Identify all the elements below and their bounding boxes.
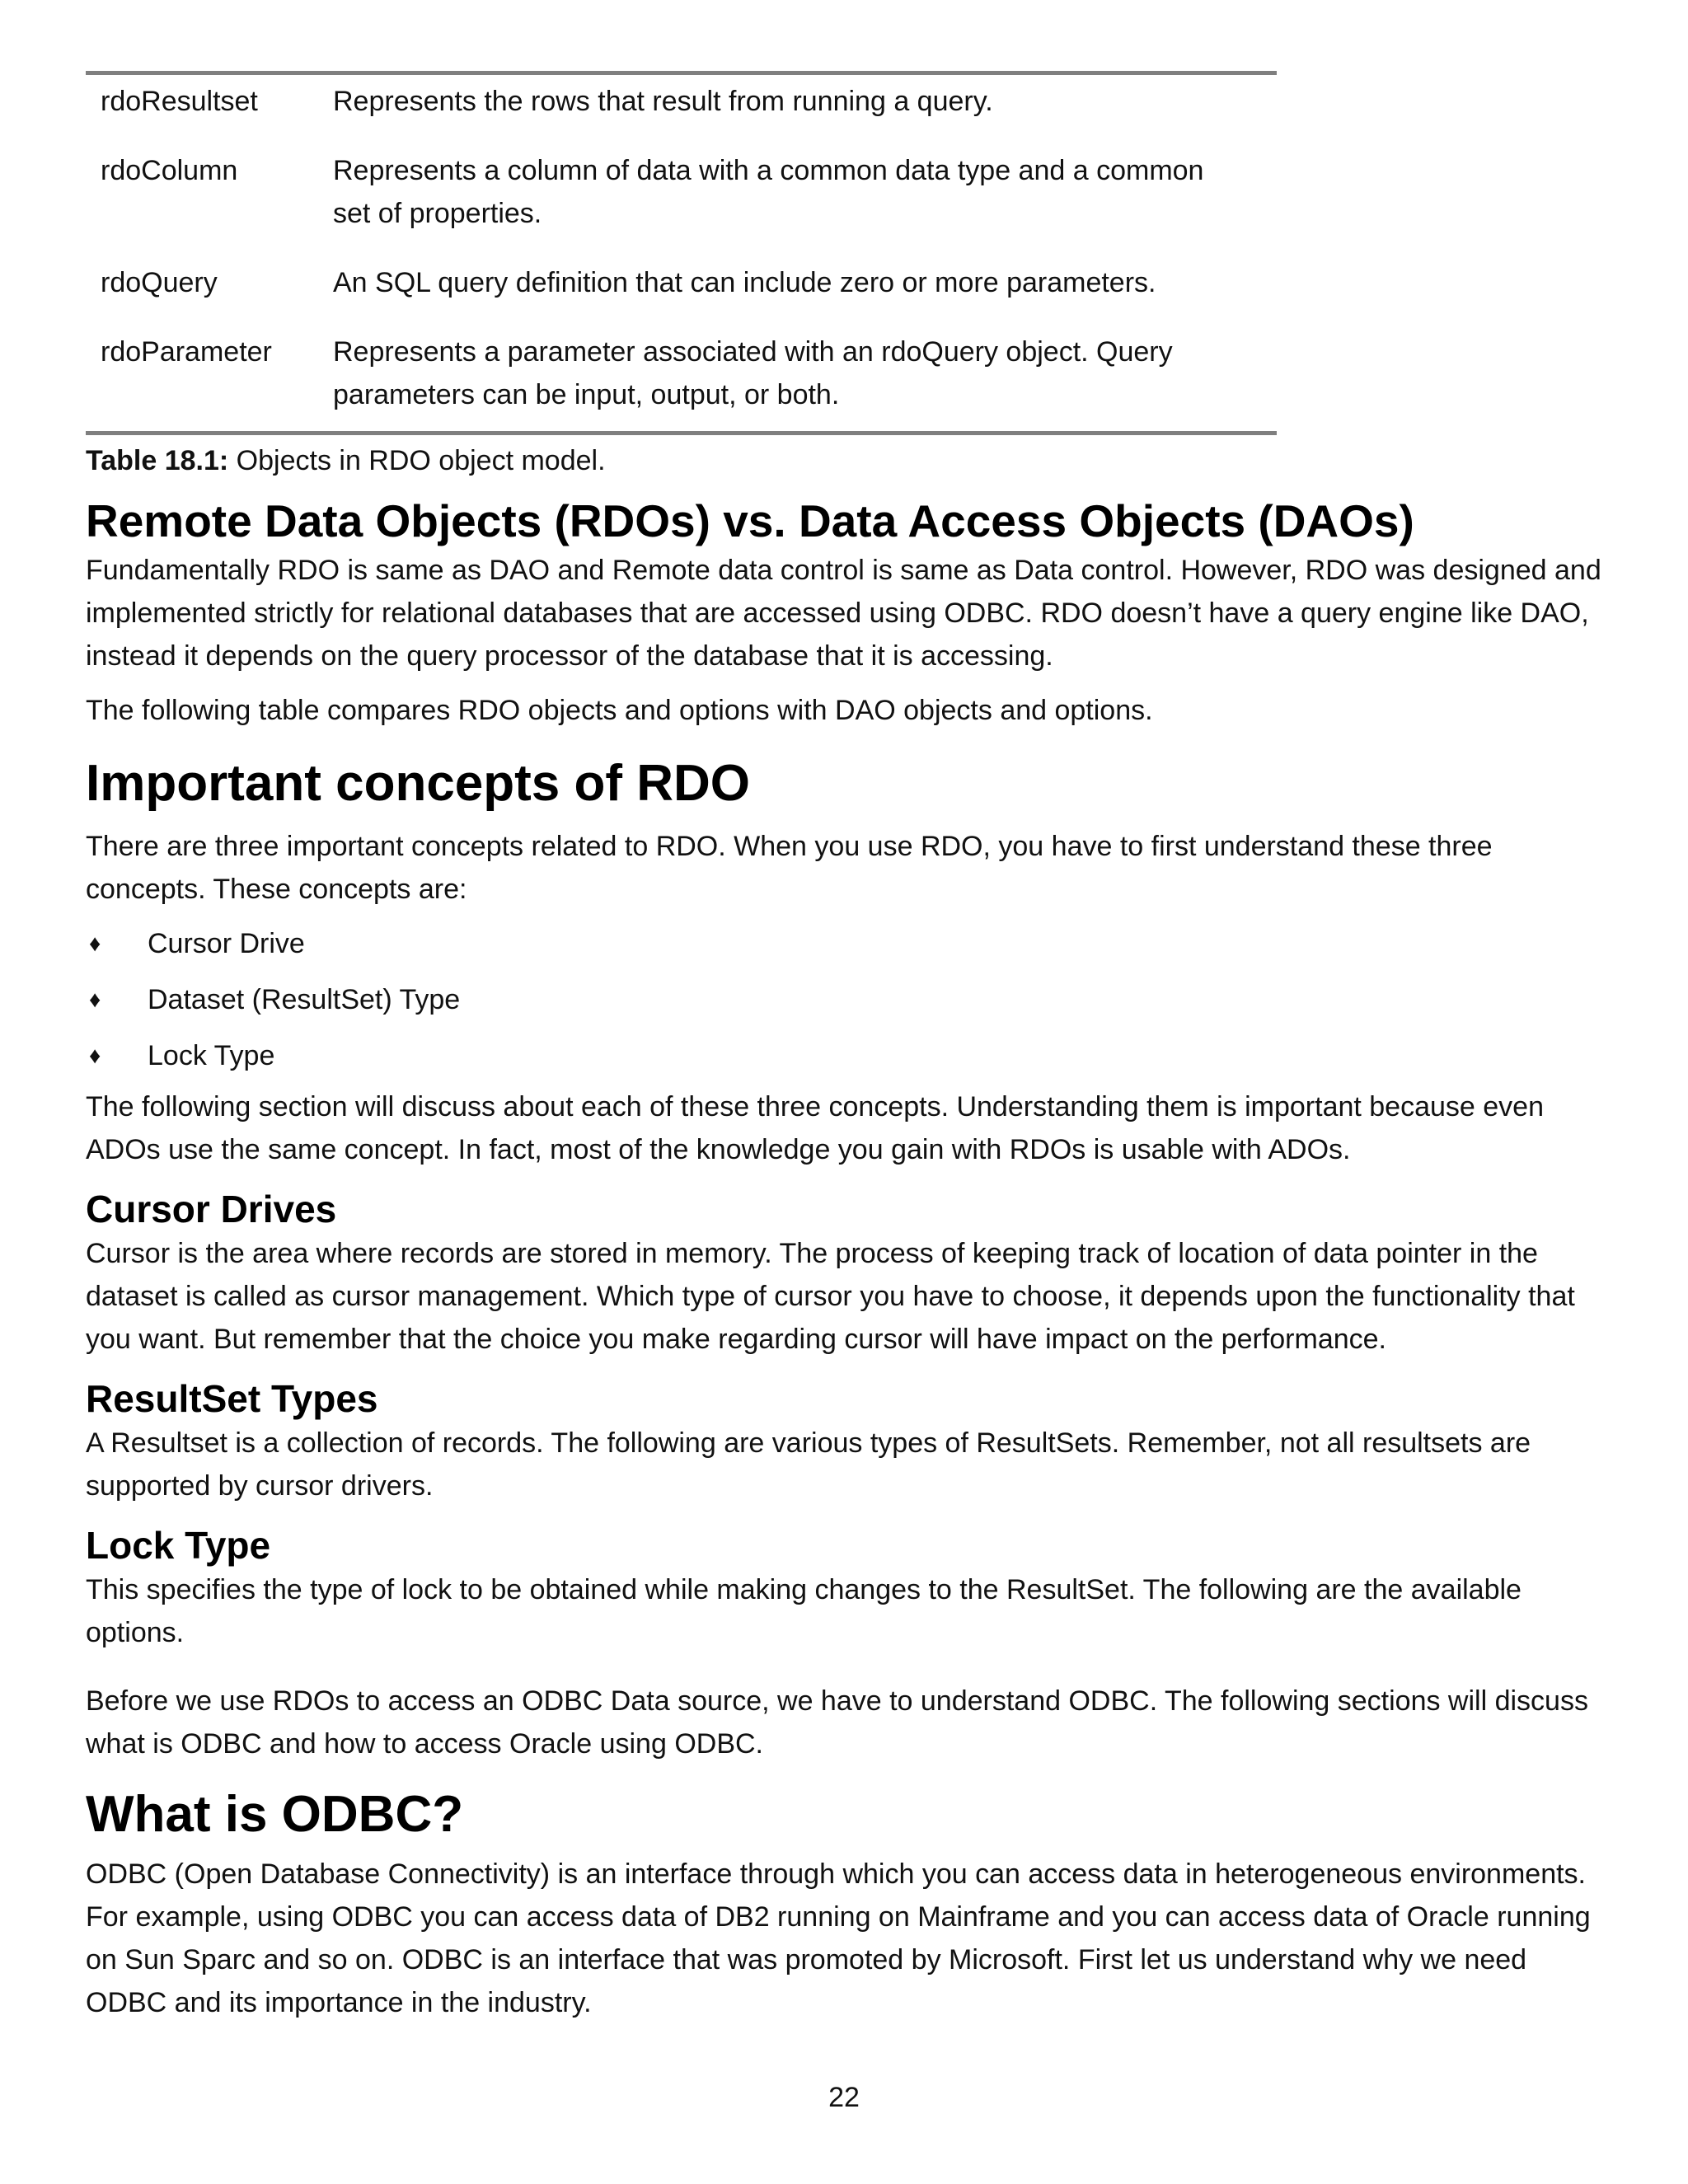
table-row — [86, 80, 1277, 123]
table-caption — [86, 440, 1611, 481]
table-caption-text: Objects in RDO object model. — [228, 445, 606, 476]
heading-important-concepts: Important concepts of RDO — [86, 755, 751, 812]
diamond-icon: ♦ — [89, 1043, 101, 1068]
heading-lock-type: Lock Type — [86, 1524, 271, 1567]
object-name: rdoColumn — [101, 155, 238, 186]
paragraph-comparison-intro: The following table compares RDO objects and options with DAO objects and options. — [86, 695, 1153, 726]
paragraph-lock-type: This specifies the type of lock to be obtained while making changes to the ResultSet. The following are the available options. — [86, 1574, 1522, 1648]
table-caption-label: Table 18.1: — [86, 445, 229, 476]
object-description: Represents a parameter associated with an rdoQuery object. Query parameters can be input, output, or both. — [333, 336, 1173, 410]
rdo-objects-table — [86, 71, 1277, 435]
heading-what-is-odbc: What is ODBC? — [86, 1786, 464, 1843]
diamond-icon: ♦ — [89, 987, 101, 1012]
paragraph-what-is-odbc: ODBC (Open Database Connectivity) is an interface through which you can access data in heterogeneous environments. For example, using ODBC you can access data of DB2 running on Mainframe and you can access data of Oracle running on Sun Sparc and so on. ODBC is an interface that was promoted by Microsoft. First let us understand why we need ODBC and its importance in the industry. — [86, 1858, 1591, 2018]
paragraph-odbc-transition: Before we use RDOs to access an ODBC Data source, we have to understand ODBC. The following sections will discuss what is ODBC and how to access Oracle using ODBC. — [86, 1685, 1588, 1760]
diamond-icon: ♦ — [89, 930, 101, 956]
page-content — [86, 71, 1611, 2050]
page-number: 22 — [828, 2082, 860, 2113]
list-item: ♦ Lock Type — [86, 1034, 1611, 1077]
object-description: An SQL query definition that can include zero or more parameters. — [333, 267, 1156, 298]
paragraph-concepts-intro: There are three important concepts related to RDO. When you use RDO, you have to first understand these three concepts. These concepts are: — [86, 831, 1493, 905]
paragraph-resultset-types: A Resultset is a collection of records. The following are various types of ResultSets. Remember, not all resultsets are supported by cursor drivers. — [86, 1427, 1531, 1502]
paragraph-concepts-outro: The following section will discuss about each of these three concepts. Understanding them is important because even ADOs use the same concept. In fact, most of the knowledge you gain with RDOs is usable with ADOs. — [86, 1091, 1544, 1165]
object-description: Represents the rows that result from running a query. — [333, 86, 993, 117]
paragraph-cursor-drives: Cursor is the area where records are stored in memory. The process of keeping track of location of data pointer in the dataset is called as cursor management. Which type of cursor you have to choose, it depends upon the functionality that you want. But remember that the choice you make regarding cursor will have impact on the performance. — [86, 1238, 1575, 1355]
table-row — [86, 149, 1277, 235]
list-item: ♦ Dataset (ResultSet) Type — [86, 978, 1611, 1021]
heading-cursor-drives: Cursor Drives — [86, 1188, 337, 1230]
paragraph-rdo-vs-dao: Fundamentally RDO is same as DAO and Remote data control is same as Data control. However, RDO was designed and implemented strictly for relational databases that are accessed using ODBC. RDO doesn’t have a query engine like DAO, instead it depends on the query processor of the database that it is accessing. — [86, 555, 1601, 672]
table-row — [86, 261, 1277, 304]
concepts-list — [86, 922, 1611, 1077]
object-name: rdoQuery — [101, 267, 218, 298]
table-row — [86, 330, 1277, 416]
heading-rdo-vs-dao: Remote Data Objects (RDOs) vs. Data Access Objects (DAOs) — [86, 495, 1414, 546]
object-description: Represents a column of data with a common data type and a common set of properties. — [333, 155, 1204, 229]
list-item: ♦ Cursor Drive — [86, 922, 1611, 965]
object-name: rdoParameter — [101, 336, 272, 368]
object-name: rdoResultset — [101, 86, 258, 117]
heading-resultset-types: ResultSet Types — [86, 1377, 378, 1420]
